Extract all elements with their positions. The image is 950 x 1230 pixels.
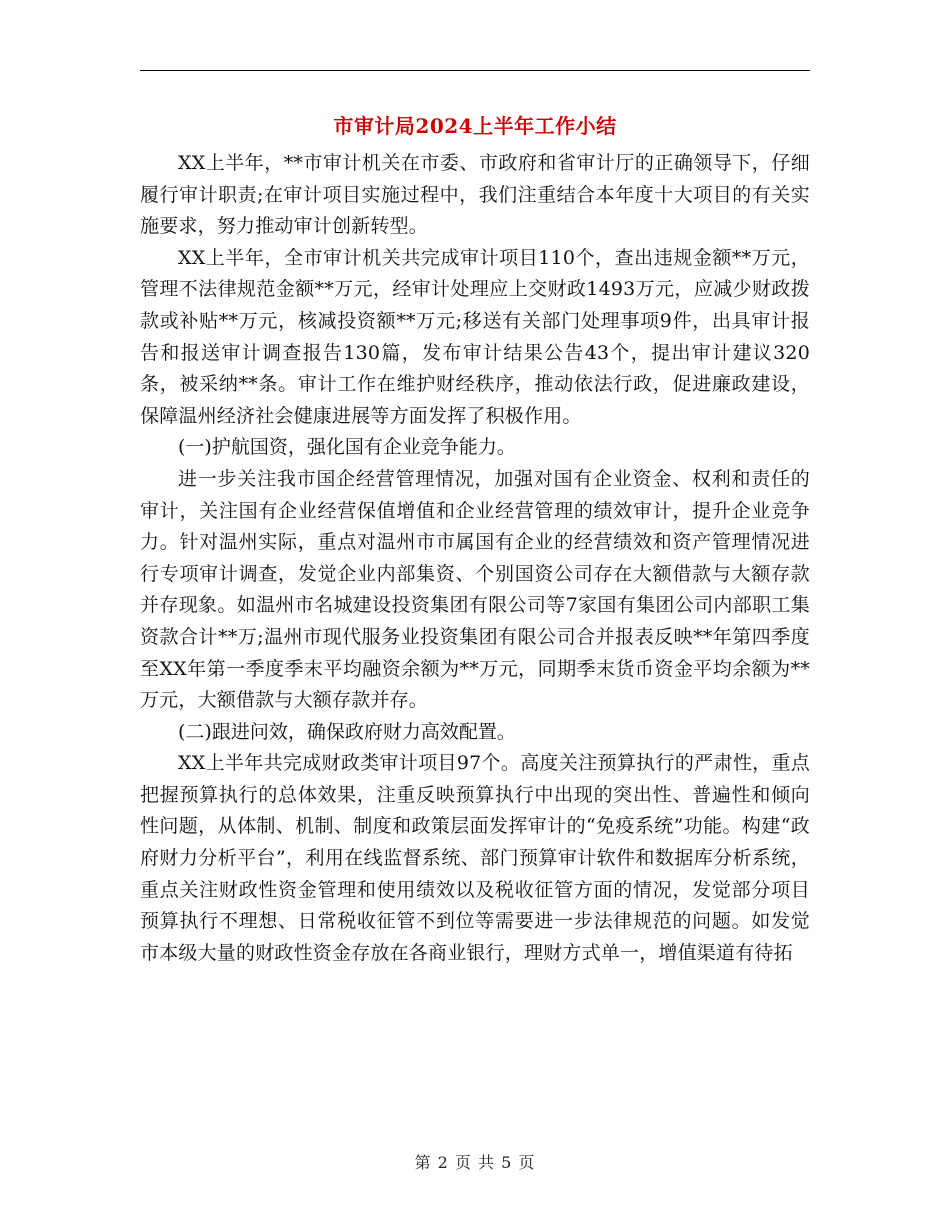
page-footer: 第 2 页 共 5 页	[414, 1153, 536, 1172]
paragraph-intro: XX上半年，**市审计机关在市委、市政府和省审计厅的正确领导下，仔细履行审计职责;在审计项目实施过程中，我们注重结合本年度十大项目的有关实施要求，努力推动审计创新转型。	[140, 152, 810, 238]
section-heading-2: (二)跟进问效，确保政府财力高效配置。	[178, 720, 516, 743]
paragraph-section-1: 进一步关注我市国企经营管理情况，加强对国有企业资金、权利和责任的审计，关注国有企业经营保值增值和企业经营管理的绩效审计，提升企业竞争力。针对温州实际，重点对温州市市属国有企业的经营绩效和资产管理情况进行专项审计调查，发觉企业内部集资、个别国资公司存在大额借款与大额存款并存现象。如温州市名城建设投资集团有限公司等7家国有集团公司内部职工集资款合计**万;温州市现代服务业投资集团有限公司合并报表反映**年第四季度至XX年第一季度季末平均融资余额为**万元，同期季末货币资金平均余额为**万元，大额借款与大额存款并存。	[140, 467, 810, 712]
header-rule	[140, 70, 810, 71]
paragraph-section-2: XX上半年共完成财政类审计项目97个。高度关注预算执行的严肃性，重点把握预算执行的总体效果，注重反映预算执行中出现的突出性、普遍性和倾向性问题，从体制、机制、制度和政策层面发挥审计的“免疫系统”功能。构建“政府财力分析平台”，利用在线监督系统、部门预算审计软件和数据库分析系统，重点关注财政性资金管理和使用绩效以及税收征管方面的情况，发觉部分项目预算执行不理想、日常税收征管不到位等需要进一步法律规范的问题。如发觉市本级大量的财政性资金存放在各商业银行，理财方式单一，增值渠道有待拓	[140, 752, 810, 964]
paragraph-summary: XX上半年，全市审计机关共完成审计项目110个，查出违规金额**万元，管理不法律规范金额**万元，经审计处理应上交财政1493万元，应减少财政拨款或补贴**万元，核减投资额**万元;移送有关部门处理事项9件，出具审计报告和报送审计调查报告130篇，发布审计结果公告43个，提出审计建议320条，被采纳**条。审计工作在维护财经秩序，推动依法行政，促进廉政建设，保障温州经济社会健康进展等方面发挥了积极作用。	[140, 246, 810, 427]
section-heading-1: (一)护航国资，强化国有企业竞争能力。	[178, 436, 516, 459]
document-title: 市审计局2024上半年工作小结	[333, 114, 617, 138]
document-body	[140, 148, 810, 969]
